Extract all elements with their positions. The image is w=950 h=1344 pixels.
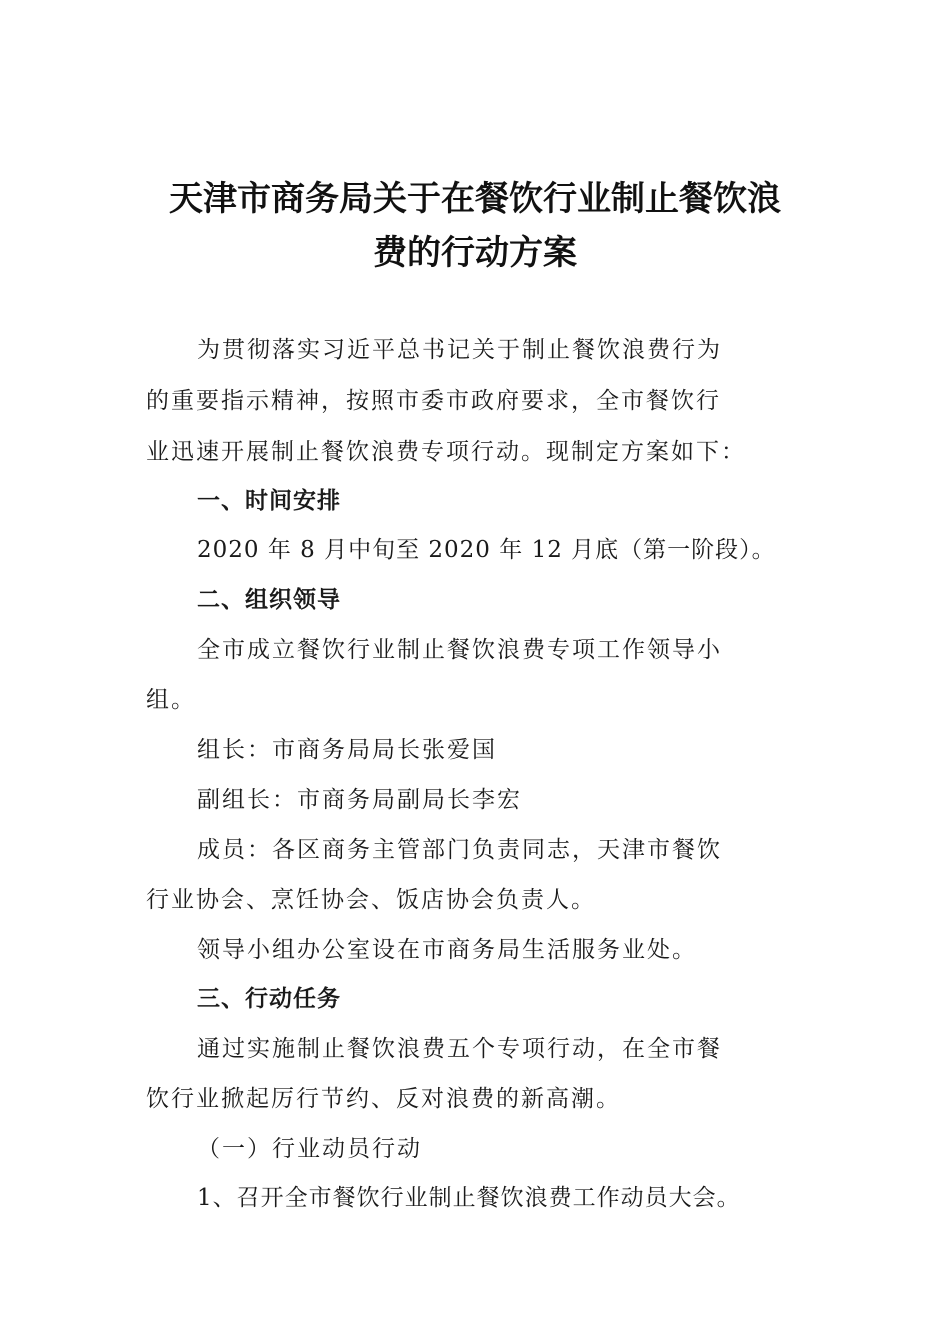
title-line-2: 费的行动方案 [373, 233, 577, 273]
body-line: 组。 [146, 687, 196, 713]
body-line: 的重要指示精神，按照市委市政府要求，全市餐饮行 [146, 388, 721, 414]
body-line: 全市成立餐饮行业制止餐饮浪费专项工作领导小 [197, 637, 722, 663]
body-line: 2020 年 8 月中旬至 2020 年 12 月底（第一阶段）。 [197, 537, 776, 563]
title-line-1: 天津市商务局关于在餐饮行业制止餐饮浪 [169, 179, 781, 219]
section-heading-schedule: 一、时间安排 [197, 488, 341, 514]
body-line: 领导小组办公室设在市商务局生活服务业处。 [197, 937, 697, 963]
body-line: 业迅速开展制止餐饮浪费专项行动。现制定方案如下： [146, 439, 746, 465]
body-line: 饮行业掀起厉行节约、反对浪费的新高潮。 [146, 1086, 621, 1112]
section-heading-tasks: 三、行动任务 [197, 986, 341, 1012]
body-line: 1、召开全市餐饮行业制止餐饮浪费工作动员大会。 [197, 1185, 741, 1211]
body-line: 副组长：市商务局副局长李宏 [197, 787, 522, 813]
body-line: 行业协会、烹饪协会、饭店协会负责人。 [146, 887, 596, 913]
section-heading-organization: 二、组织领导 [197, 587, 341, 613]
document-title [150, 172, 800, 280]
body-line: 通过实施制止餐饮浪费五个专项行动，在全市餐 [197, 1036, 722, 1062]
body-line: 组长：市商务局局长张爱国 [197, 737, 497, 763]
body-line: 为贯彻落实习近平总书记关于制止餐饮浪费行为 [197, 337, 722, 363]
subsection-heading: （一）行业动员行动 [197, 1136, 422, 1162]
body-line: 成员：各区商务主管部门负责同志，天津市餐饮 [197, 837, 722, 863]
